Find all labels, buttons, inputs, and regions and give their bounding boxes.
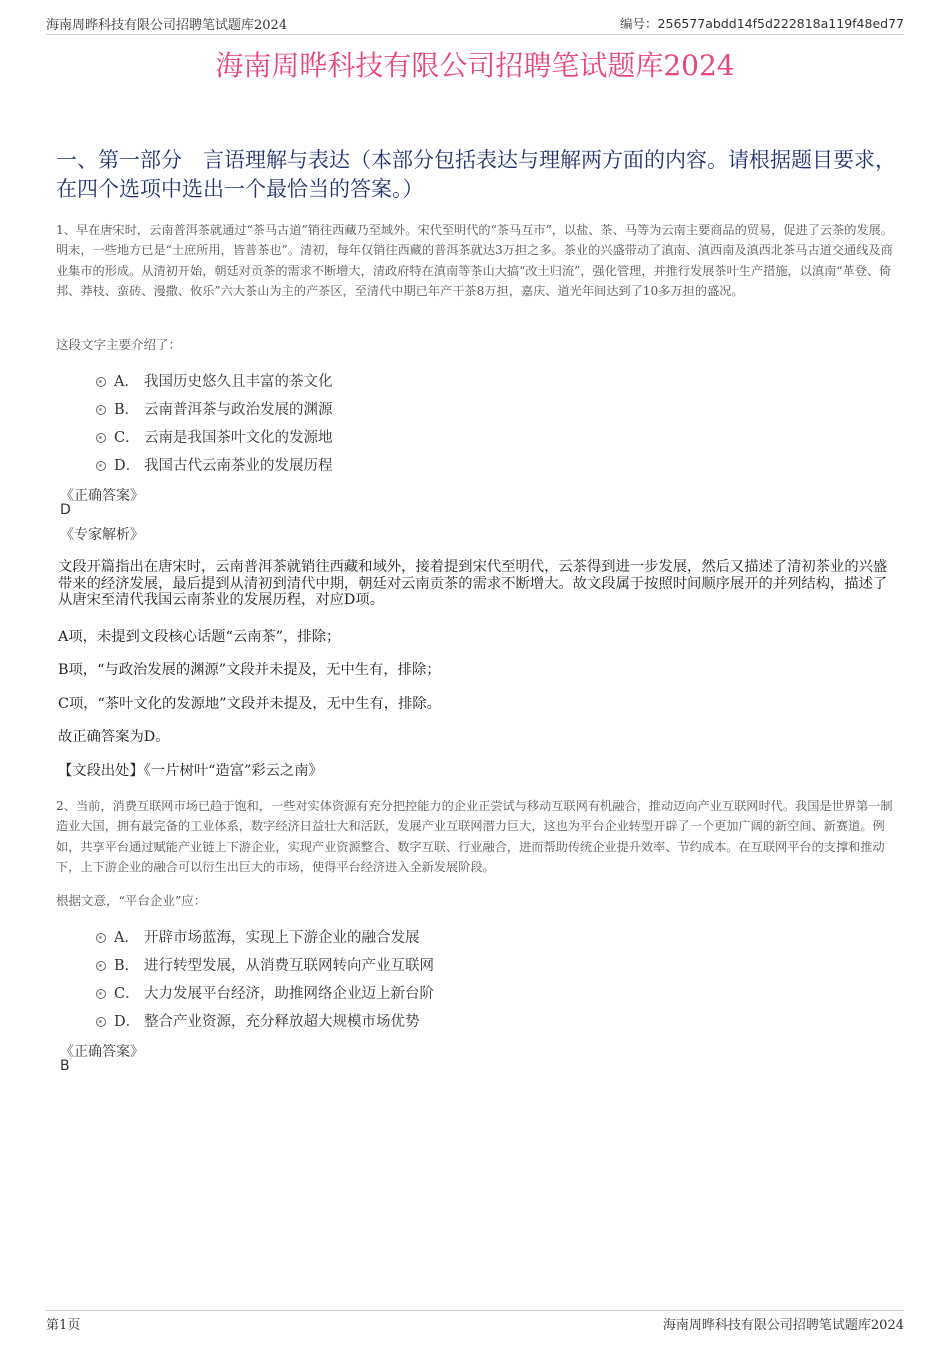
q2-option-c[interactable]: C． 大力发展平台经济，助推网络企业迈上新台阶: [96, 982, 434, 1004]
q1-option-b[interactable]: B． 云南普洱茶与政治发展的渊源: [96, 398, 333, 420]
question-2-text: 2、当前，消费互联网市场已趋于饱和，一些对实体资源有充分把控能力的企业正尝试与移动互联网有机融合，推动迈向产业互联网时代。我国是世界第一制造业大国，拥有最完备的工业体系，数字经济日益壮大和活跃，发展产业互联网潜力巨大，这也为平台企业转型开辟了一个更加广阔的新空间、新赛道。例如，共享平台通过赋能产业链上下游企业，实现产业资源整合、数字互联、行业融合，进而帮助传统企业提升效率、节约成本。在互联网平台的支撑和推动下，上下游企业的融合可以衍生出巨大的市场，使得平台经济进入全新发展阶段。: [56, 799, 893, 874]
section-heading: 一、第一部分 言语理解与表达（本部分包括表达与理解两方面的内容。请根据题目要求，在四个选项中选出一个最恰当的答案。）: [56, 148, 896, 201]
header-doc-title: 海南周晔科技有限公司招聘笔试题库2024: [46, 18, 288, 33]
q1-analysis-option-a: A项，未提到文段核心话题“云南茶”，排除；: [58, 629, 341, 645]
question-1-prompt: 这段文字主要介绍了：: [56, 337, 182, 352]
page-footer: [46, 1314, 904, 1332]
q1-answer: D: [60, 502, 71, 518]
page-header: [46, 14, 904, 34]
q1-answer-label: 《正确答案》: [60, 488, 144, 504]
q1-analysis-label: 《专家解析》: [60, 527, 144, 543]
radio-icon[interactable]: [96, 1017, 106, 1027]
q2-option-b[interactable]: B． 进行转型发展，从消费互联网转向产业互联网: [96, 954, 434, 976]
q2-option-a[interactable]: A． 开辟市场蓝海，实现上下游企业的融合发展: [96, 926, 420, 948]
footer-divider: [46, 1310, 904, 1311]
radio-icon[interactable]: [96, 989, 106, 999]
q2-answer: B: [60, 1058, 70, 1074]
radio-icon[interactable]: [96, 405, 106, 415]
page-title: 海南周晔科技有限公司招聘笔试题库2024: [215, 49, 735, 82]
radio-icon[interactable]: [96, 961, 106, 971]
q1-analysis-conclusion: 故正确答案为D。: [58, 729, 170, 745]
question-1-text: 1、早在唐宋时，云南普洱茶就通过“茶马古道”销往西藏乃至域外。宋代至明代的“茶马互市”，以盐、茶、马等为云南主要商品的贸易，促进了云茶的发展。明末，一些地方已是“士庶所用，皆普茶也”。清初，每年仅销往西藏的普洱茶就达3万担之多。茶业的兴盛带动了滇南、滇西南及滇西北茶马古道交通线及商业集市的形成。从清初开始，朝廷对贡茶的需求不断增大，清政府特在滇南等茶山大搞“改土归流”，强化管理，并推行发展茶叶生产措施，以滇南“革登、倚邦、莽枝、蛮砖、漫撒、攸乐”六大茶山为主的产茶区，至清代中期已年产干茶8万担，嘉庆、道光年间达到了10多万担的盛况。: [56, 223, 894, 298]
q1-source: 【文段出处】《一片树叶“造富”彩云之南》: [58, 763, 323, 779]
q1-analysis-option-b: B项，“与政治发展的渊源”文段并未提及，无中生有，排除；: [58, 662, 441, 678]
header-divider: [46, 34, 904, 35]
q1-analysis-option-c: C项，“茶叶文化的发源地”文段并未提及，无中生有，排除。: [58, 696, 441, 712]
radio-icon[interactable]: [96, 377, 106, 387]
radio-icon[interactable]: [96, 933, 106, 943]
q1-option-a[interactable]: A． 我国历史悠久且丰富的茶文化: [96, 370, 333, 392]
q1-option-c[interactable]: C． 云南是我国茶叶文化的发源地: [96, 426, 333, 448]
q1-analysis-paragraph: 文段开篇指出在唐宋时，云南普洱茶就销往西藏和域外，接着提到宋代至明代，云茶得到进一步发展，然后又描述了清初茶业的兴盛带来的经济发展，最后提到从清初到清代中期，朝廷对云南贡茶的需求不断增大。故文段属于按照时间顺序展开的并列结构，描述了从唐宋至清代我国云南茶业的发展历程，对应D项。: [58, 559, 888, 608]
footer-doc-title: 海南周晔科技有限公司招聘笔试题库2024: [662, 1318, 904, 1333]
header-doc-id: 编号：256577abdd14f5d222818a119f48ed77: [620, 16, 904, 31]
q2-answer-label: 《正确答案》: [60, 1044, 144, 1060]
q2-option-d[interactable]: D． 整合产业资源，充分释放超大规模市场优势: [96, 1010, 420, 1032]
question-2-prompt: 根据文意，“平台企业”应：: [56, 893, 207, 908]
radio-icon[interactable]: [96, 461, 106, 471]
radio-icon[interactable]: [96, 433, 106, 443]
q1-option-d[interactable]: D． 我国古代云南茶业的发展历程: [96, 454, 333, 476]
footer-page-number: 第1页: [46, 1318, 81, 1333]
